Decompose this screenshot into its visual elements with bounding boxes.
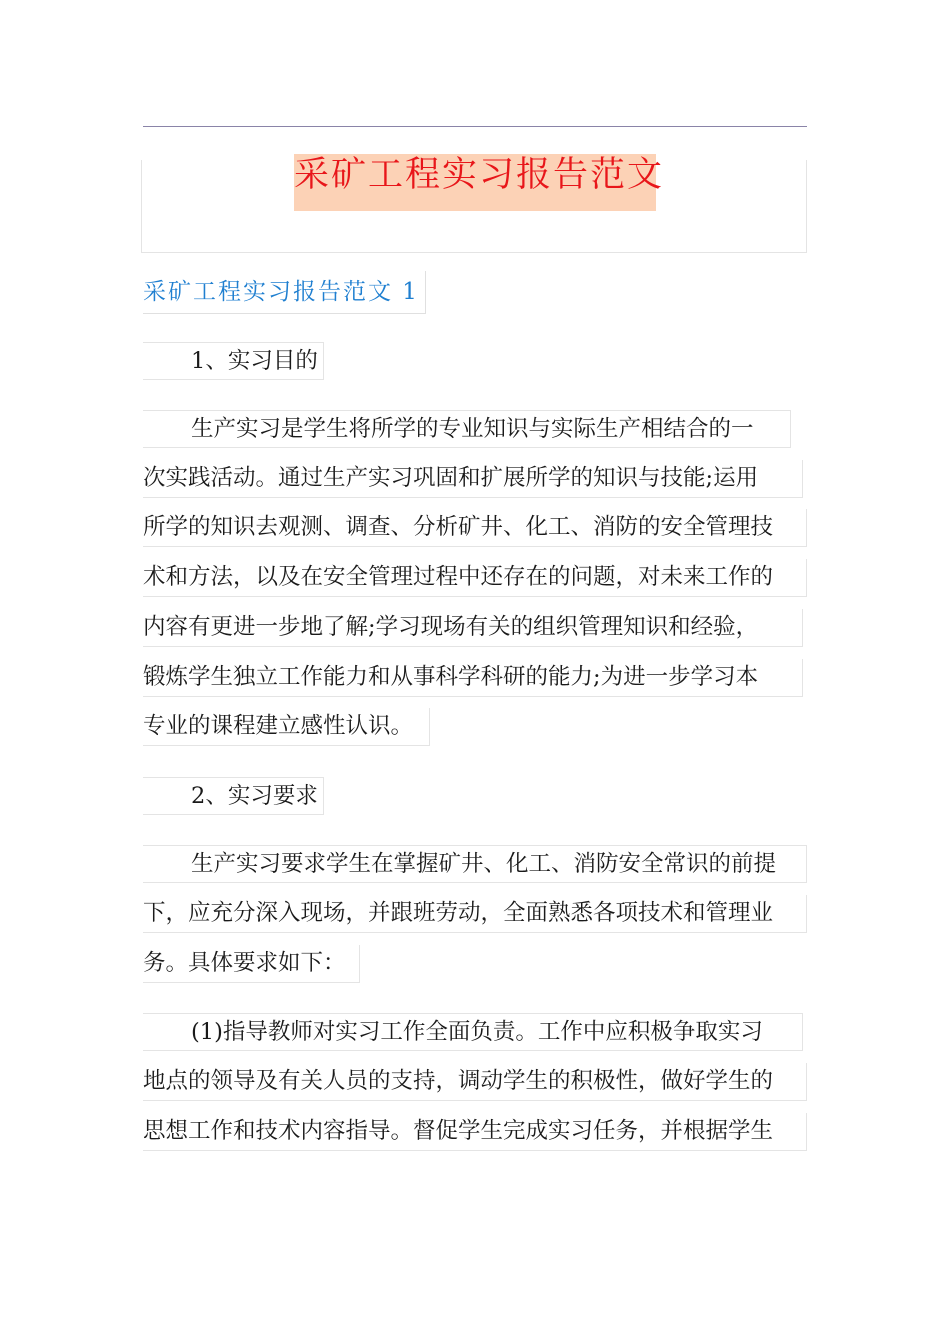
paragraph-line: 专业的课程建立感性认识。 — [143, 708, 430, 746]
paragraph-line: 生产实习要求学生在掌握矿井、化工、消防安全常识的前提 — [143, 845, 807, 883]
paragraph-line: (1)指导教师对实习工作全面负责。工作中应积极争取实习 — [143, 1013, 803, 1051]
paragraph-line: 思想工作和技术内容指导。督促学生完成实习任务，并根据学生 — [143, 1113, 807, 1151]
paragraph-line: 所学的知识去观测、调查、分析矿井、化工、消防的安全管理技 — [143, 509, 807, 547]
section-heading: 采矿工程实习报告范文 1 — [143, 271, 426, 314]
paragraph-line: 内容有更进一步地了解;学习现场有关的组织管理知识和经验， — [143, 609, 803, 647]
paragraph-line: 锻炼学生独立工作能力和从事科学科研的能力;为进一步学习本 — [143, 659, 803, 697]
paragraph-line: 术和方法，以及在安全管理过程中还存在的问题，对未来工作的 — [143, 559, 807, 597]
heading-requirements: 2、实习要求 — [143, 777, 324, 815]
document-title: 采矿工程实习报告范文 — [294, 155, 665, 195]
paragraph-line: 下，应充分深入现场，并跟班劳动，全面熟悉各项技术和管理业 — [143, 895, 807, 933]
heading-purpose: 1、实习目的 — [143, 342, 324, 380]
paragraph-line: 生产实习是学生将所学的专业知识与实际生产相结合的一 — [143, 410, 791, 448]
paragraph-line: 务。具体要求如下： — [143, 945, 360, 983]
header-rule — [143, 126, 807, 127]
paragraph-line: 次实践活动。通过生产实习巩固和扩展所学的知识与技能;运用 — [143, 460, 803, 498]
paragraph-line: 地点的领导及有关人员的支持，调动学生的积极性，做好学生的 — [143, 1063, 807, 1101]
